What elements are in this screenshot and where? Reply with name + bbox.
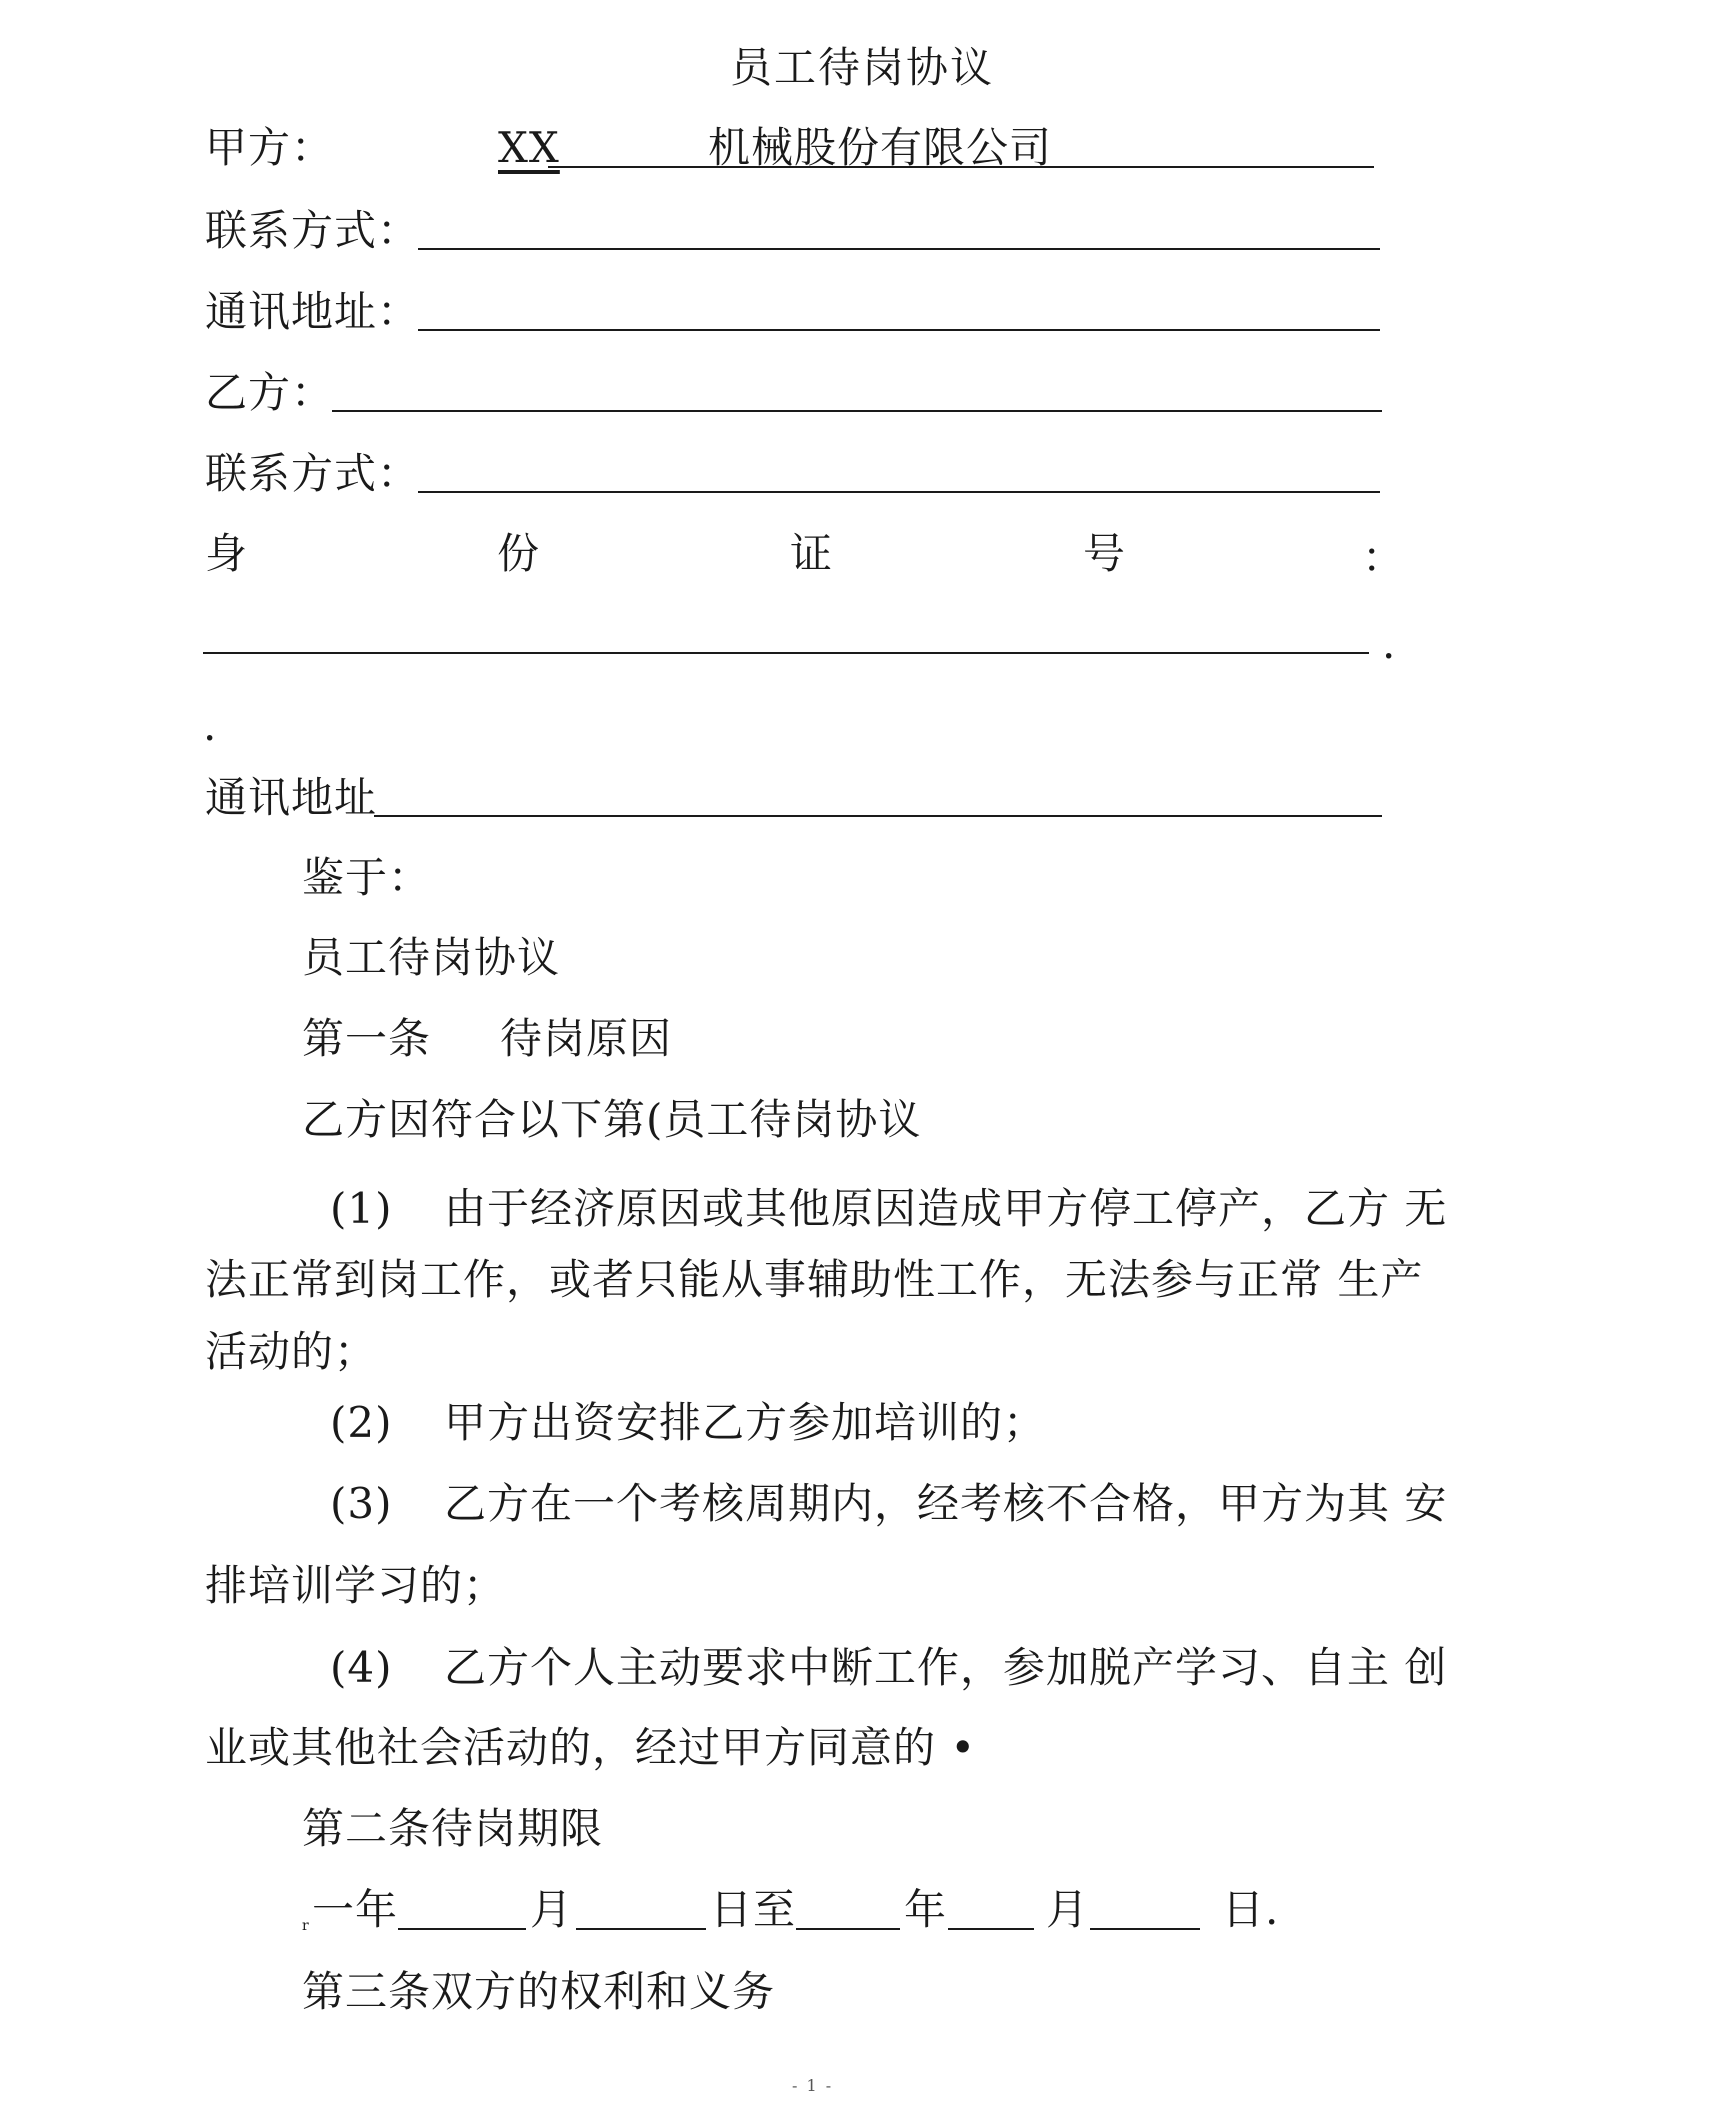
id-label-char-1: 身 xyxy=(205,529,249,578)
item-4-line-1: 乙方个人主动要求中断工作，参加脱产学习、自主 创 xyxy=(444,1643,1448,1692)
period-day-2-field[interactable] xyxy=(1090,1928,1200,1930)
item-1-line-1: 由于经济原因或其他原因造成甲方停工停产，乙方 无 xyxy=(444,1184,1448,1233)
party-b-label: 乙方： xyxy=(205,368,335,417)
id-number-field[interactable] xyxy=(203,652,1369,654)
id-label-colon: ： xyxy=(1362,533,1406,582)
party-a-underline xyxy=(548,166,1374,168)
id-label-char-3: 证 xyxy=(790,529,834,578)
period-month-1: 月 xyxy=(530,1885,574,1934)
period-month-2-field[interactable] xyxy=(948,1928,1034,1930)
party-a-name-prefix: XX xyxy=(498,123,560,172)
period-day-end: 日. xyxy=(1222,1885,1280,1934)
item-1-line-2: 法正常到岗工作，或者只能从事辅助性工作，无法参与正常 生产 xyxy=(205,1255,1424,1304)
party-a-address-field[interactable] xyxy=(418,329,1380,331)
article1-title: 待岗原因 xyxy=(500,1014,673,1063)
period-month-2: 月 xyxy=(1046,1885,1090,1934)
period-year-2-field[interactable] xyxy=(796,1928,900,1930)
id-trailing-dot: . xyxy=(1382,619,1397,668)
body-subtitle: 员工待岗协议 xyxy=(302,933,561,982)
id-label-char-4: 号 xyxy=(1083,529,1127,578)
item-3-number: (3) xyxy=(330,1479,393,1528)
item-1-line-3: 活动的； xyxy=(205,1327,378,1376)
item-4-line-2: 业或其他社会活动的，经过甲方同意的 • xyxy=(205,1723,977,1772)
party-a-contact-label: 联系方式： xyxy=(205,206,421,255)
item-3-line-1: 乙方在一个考核周期内，经考核不合格，甲方为其 安 xyxy=(444,1479,1448,1528)
id-label-char-2: 份 xyxy=(497,529,541,578)
article2-heading: 第二条待岗期限 xyxy=(302,1804,604,1853)
article3-heading: 第三条双方的权利和义务 xyxy=(302,1967,776,2016)
party-b-address-field[interactable] xyxy=(374,815,1382,817)
document-title: 员工待岗协议 xyxy=(730,43,995,92)
item-1-number: (1) xyxy=(330,1184,393,1233)
period-day-1-field[interactable] xyxy=(576,1928,706,1930)
party-b-contact-label: 联系方式： xyxy=(205,449,421,498)
party-a-contact-field[interactable] xyxy=(418,248,1380,250)
period-prefix-mark: r xyxy=(302,1918,309,1934)
stray-dot: . xyxy=(203,701,218,750)
item-2-line-1: 甲方出资安排乙方参加培训的； xyxy=(444,1398,1047,1447)
item-2-number: (2) xyxy=(330,1398,393,1447)
page-number: - 1 - xyxy=(792,2076,834,2095)
party-a-address-label: 通讯地址： xyxy=(205,287,421,336)
party-b-contact-field[interactable] xyxy=(418,491,1380,493)
item-4-number: (4) xyxy=(330,1643,393,1692)
party-b-address-label: 通讯地址 xyxy=(205,773,378,822)
party-a-label: 甲方： xyxy=(205,123,335,172)
party-a-name: 机械股份有限公司 xyxy=(708,123,1053,172)
article1-intro: 乙方因符合以下第(员工待岗协议 xyxy=(302,1095,922,1144)
item-3-line-2: 排培训学习的； xyxy=(205,1561,507,1610)
period-day-to: 日至 xyxy=(710,1885,797,1934)
party-b-name-field[interactable] xyxy=(332,410,1382,412)
period-year-1: 一年 xyxy=(312,1885,399,1934)
whereas-label: 鉴于： xyxy=(302,853,432,902)
period-month-1-field[interactable] xyxy=(398,1928,526,1930)
period-year-2: 年 xyxy=(904,1885,948,1934)
article1-heading: 第一条 xyxy=(302,1014,432,1063)
